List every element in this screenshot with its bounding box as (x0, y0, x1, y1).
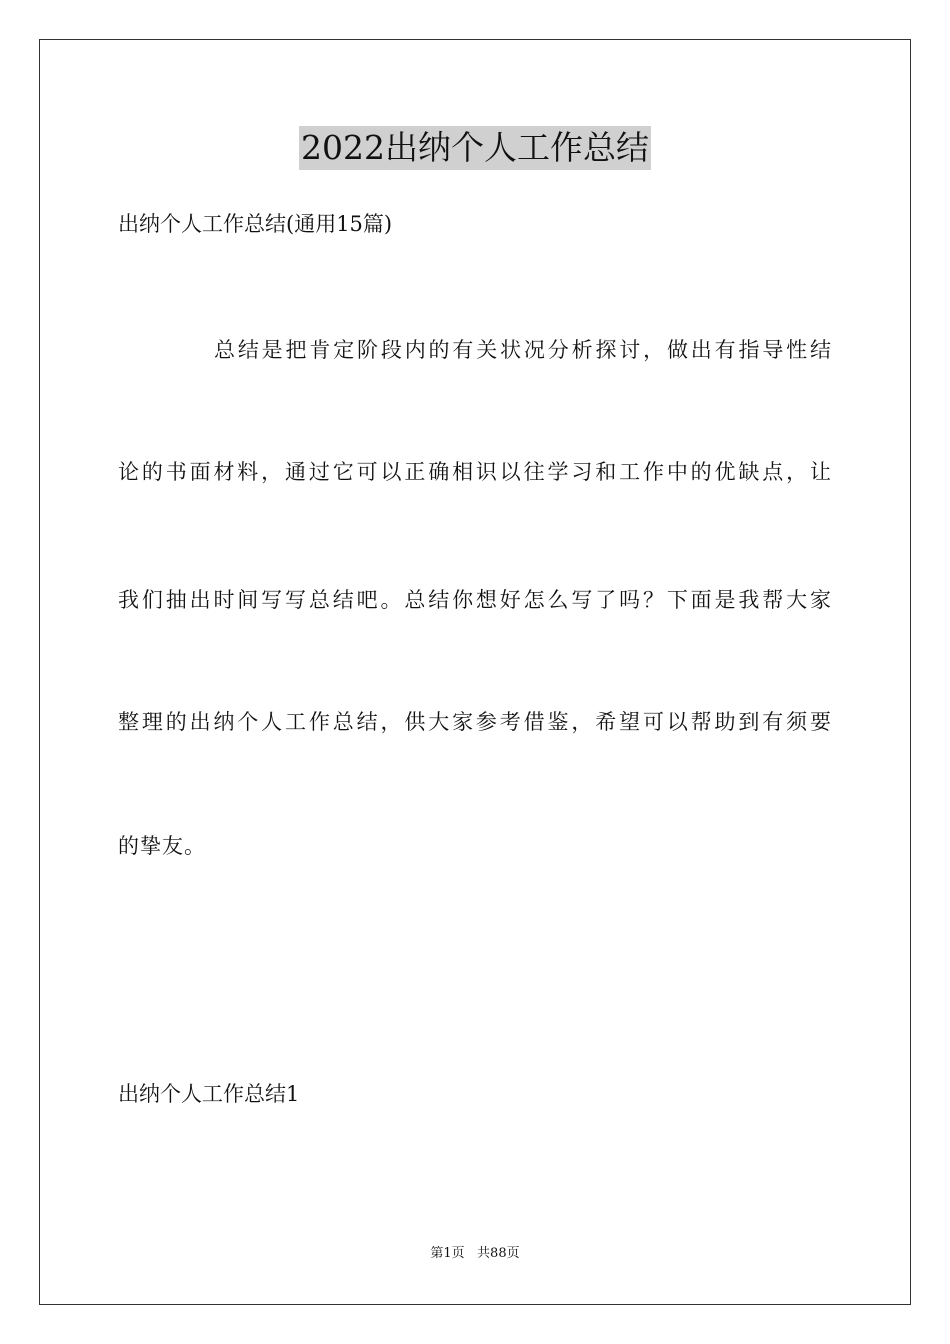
page-footer: 第1页 共88页 (430, 1246, 520, 1261)
intro-line-2: 论的书面材料，通过它可以正确相识以往学习和工作中的优缺点，让 (118, 460, 832, 484)
intro-line-5: 的挚友。 (118, 834, 206, 858)
document-subtitle: 出纳个人工作总结(通用15篇) (118, 212, 393, 236)
section-heading: 出纳个人工作总结1 (118, 1082, 300, 1106)
intro-line-4: 整理的出纳个人工作总结，供大家参考借鉴，希望可以帮助到有须要 (118, 710, 832, 734)
document-title: 2022出纳个人工作总结 (299, 126, 651, 170)
intro-line-3: 我们抽出时间写写总结吧。总结你想好怎么写了吗？下面是我帮大家 (118, 588, 832, 612)
title-container (0, 126, 950, 170)
intro-line-1: 总结是把肯定阶段内的有关状况分析探讨，做出有指导性结 (214, 338, 832, 362)
